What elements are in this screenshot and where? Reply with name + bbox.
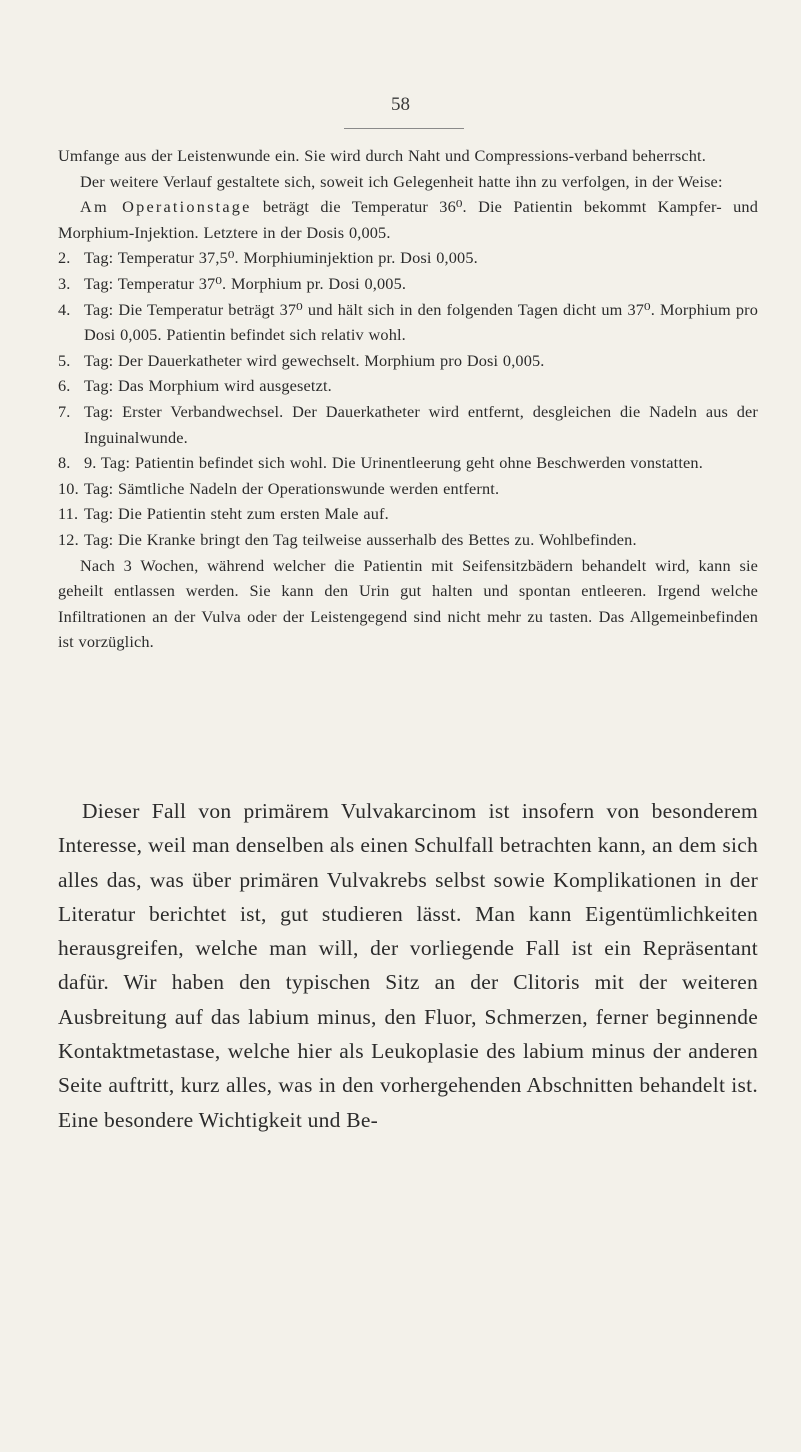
continuation-paragraph: Umfange aus der Leistenwunde ein. Sie wird durch Naht und Compressions-verband beherrscht. bbox=[58, 146, 706, 165]
day-number: 5. bbox=[58, 350, 71, 370]
day-number: 12. bbox=[58, 529, 79, 549]
day-number: 11. bbox=[58, 504, 79, 524]
page-number: 58 bbox=[391, 94, 410, 115]
day-entry bbox=[58, 450, 758, 476]
day-text: Tag: Temperatur 37⁰. Morphium pr. Dosi 0,005. bbox=[84, 273, 407, 293]
day-number: 4. bbox=[58, 299, 71, 319]
day-entry bbox=[58, 476, 758, 502]
operation-day-label: Am Operationstage bbox=[80, 197, 252, 217]
page-number-rule bbox=[344, 128, 464, 129]
day-entry bbox=[58, 297, 758, 348]
day-entry bbox=[58, 527, 758, 553]
day-text: Tag: Temperatur 37,5⁰. Morphiuminjektion pr. Dosi 0,005. bbox=[84, 248, 478, 268]
day-text: Tag: Die Temperatur beträgt 37⁰ und hält sich in den folgenden Tagen dicht um 37⁰. Morphium pro Dosi 0,005. Patientin befindet sich relativ wohl. bbox=[84, 299, 758, 345]
case-report-text bbox=[58, 143, 758, 655]
day-text: 9. Tag: Patientin befindet sich wohl. Die Urinentleerung geht ohne Beschwerden vonstatten. bbox=[84, 453, 703, 473]
day-text: Tag: Der Dauerkatheter wird gewechselt. Morphium pro Dosi 0,005. bbox=[84, 350, 545, 370]
day-number: 7. bbox=[58, 401, 71, 421]
operation-day-text: beträgt die Temperatur 36⁰. Die Patientin bekommt Kampfer- und Morphium-Injektion. Letztere in der Dosis 0,005. bbox=[58, 197, 758, 242]
day-text: Tag: Das Morphium wird ausgesetzt. bbox=[84, 376, 332, 396]
day-entry bbox=[58, 501, 758, 527]
day-text: Tag: Die Kranke bringt den Tag teilweise ausserhalb des Bettes zu. Wohlbefinden. bbox=[84, 529, 637, 549]
operation-day-paragraph bbox=[58, 194, 758, 245]
day-text: Tag: Sämtliche Nadeln der Operationswunde werden entfernt. bbox=[84, 478, 500, 498]
day-number: 10. bbox=[58, 478, 79, 498]
day-entry bbox=[58, 245, 758, 271]
day-entry bbox=[58, 348, 758, 374]
day-number: 8. bbox=[58, 453, 71, 473]
day-text: Tag: Die Patientin steht zum ersten Male auf. bbox=[84, 504, 389, 524]
discussion-paragraph: Dieser Fall von primärem Vulvakarcinom ist insofern von besonderem Interesse, weil man denselben als einen Schulfall betrachten kann, an dem sich alles das, was über primären Vulvakrebs selbst sowie Komplikationen in der Literatur berichtet ist, gut studieren lässt. Man kann Eigentümlichkeiten herausgreifen, welche man will, der vorliegende Fall ist ein Repräsentant dafür. Wir haben den typischen Sitz an der Clitoris mit der weiteren Ausbreitung auf das labium minus, den Fluor, Schmerzen, ferner beginnende Kontaktmetastase, welche hier als Leukoplasie des labium minus der anderen Seite auftritt, kurz alles, was in den vorhergehenden Abschnitten behandelt ist. Eine besondere Wichtigkeit und Be- bbox=[58, 799, 758, 1132]
course-paragraph: Der weitere Verlauf gestaltete sich, soweit ich Gelegenheit hatte ihn zu verfolgen, in der Weise: bbox=[80, 171, 723, 191]
day-entry bbox=[58, 373, 758, 399]
followup-paragraph: Nach 3 Wochen, während welcher die Patientin mit Seifensitzbädern behandelt wird, kann sie geheilt entlassen werden. Sie kann den Urin gut halten und spontan entleeren. Irgend welche Infiltrationen an der Vulva oder der Leistengegend sind nicht mehr zu tasten. Das Allgemeinbefinden ist vorzüglich. bbox=[58, 555, 758, 652]
day-number: 3. bbox=[58, 273, 71, 293]
day-number: 2. bbox=[58, 248, 71, 268]
day-entry bbox=[58, 271, 758, 297]
day-entry bbox=[58, 399, 758, 450]
day-text: Tag: Erster Verbandwechsel. Der Dauerkatheter wird entfernt, desgleichen die Nadeln aus der Inguinalwunde. bbox=[84, 401, 758, 447]
day-number: 6. bbox=[58, 376, 71, 396]
